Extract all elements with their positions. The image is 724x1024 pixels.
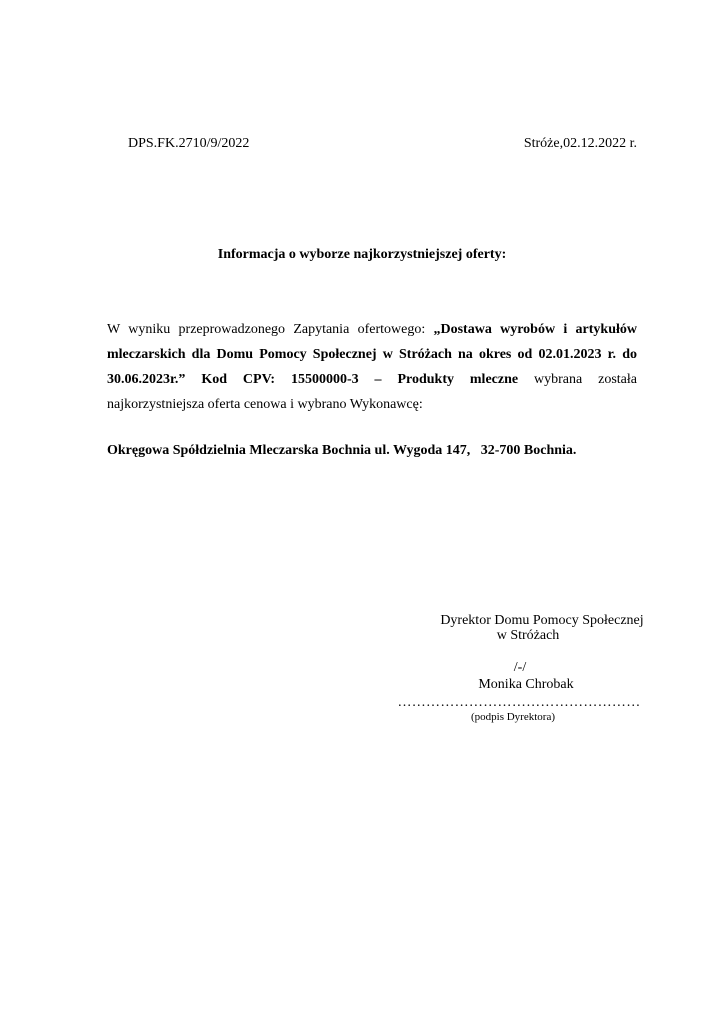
signatory-place: w Stróżach [496, 628, 560, 643]
body-outro: wybrana została najkorzystniejsza oferta cenowa i wybrano Wykonawcę: [107, 372, 637, 412]
signature-caption: (podpis Dyrektora) [470, 711, 555, 723]
document-reference-number: DPS.FK.2710/9/2022 [128, 136, 250, 151]
signatory-name: Monika Chrobak [478, 677, 574, 692]
selected-contractor: Okręgowa Spółdzielnia Mleczarska Bochnia ul. Wygoda 147, 32-700 Bochnia. [107, 443, 577, 458]
body-intro: W wyniku przeprowadzonego Zapytania ofertowego: [107, 322, 434, 337]
document-title: Informacja o wyborze najkorzystniejszej oferty: [217, 247, 507, 262]
place-and-date: Stróże,02.12.2022 r. [523, 136, 637, 151]
body-paragraph [107, 317, 637, 417]
signatory-title: Dyrektor Domu Pomocy Społecznej [440, 613, 644, 628]
tender-subject: „Dostawa wyrobów i artykułów mleczarskich dla Domu Pomocy Społecznej w Stróżach na okres od 02.01.2023 r. do 30.06.2023r.” Kod CPV: 15500000-3 – Produkty mleczne [107, 322, 637, 387]
signature-line: …………………………………………… [397, 695, 641, 710]
signature-mark: /-/ [513, 660, 527, 675]
